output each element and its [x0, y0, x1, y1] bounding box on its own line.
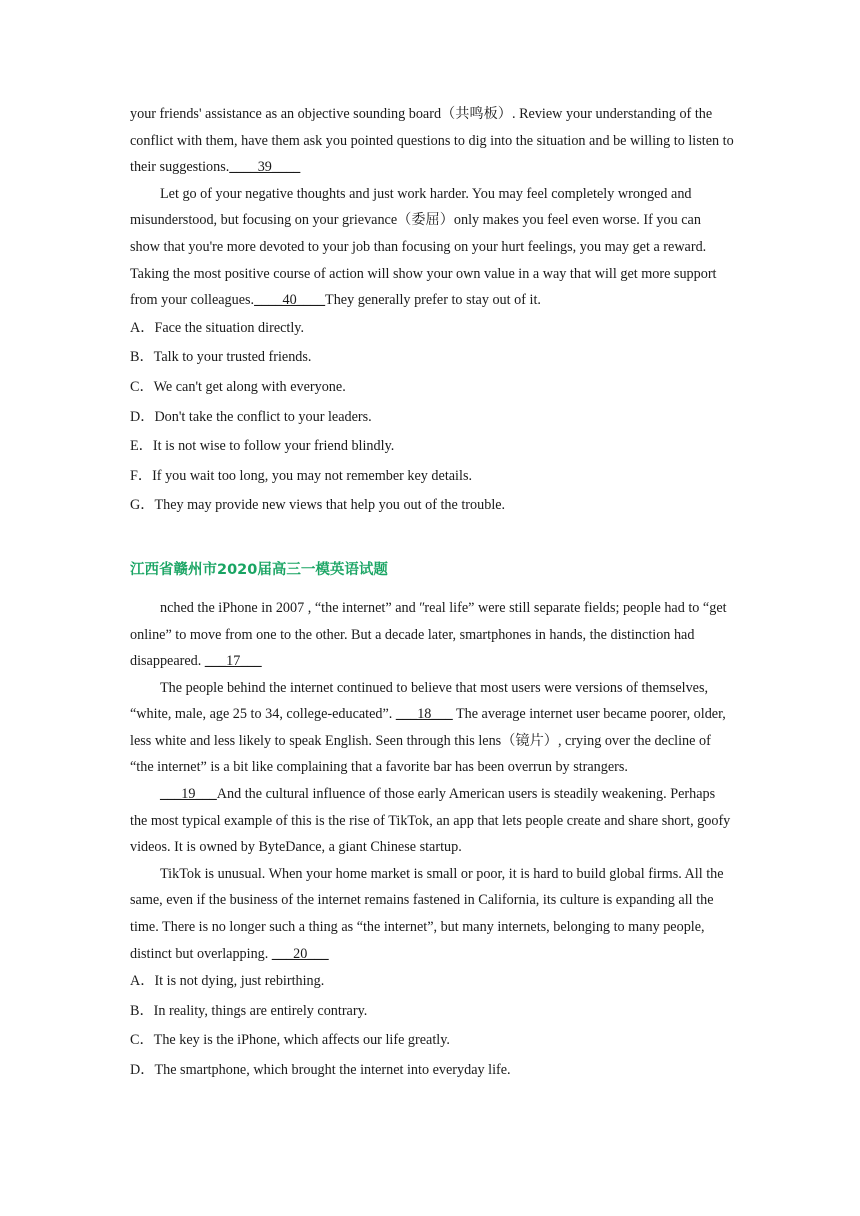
- paragraph-text: The people behind the internet continued to believe that most users were versions of themselves, “white, male, age 25 to 34, college-educated”.: [130, 679, 709, 723]
- option-text: Talk to your trusted friends.: [153, 349, 312, 366]
- paragraph: [130, 675, 734, 781]
- option-text: The smartphone, which brought the internet into everyday life.: [154, 1062, 511, 1078]
- option-item: [130, 432, 734, 462]
- answer-blank-18: ___18___: [395, 706, 453, 723]
- answer-blank-17: ___17___: [204, 653, 262, 670]
- option-text: Face the situation directly.: [154, 319, 305, 336]
- option-item: [130, 1056, 734, 1086]
- option-letter: E．: [130, 438, 153, 455]
- option-letter: D．: [130, 1062, 155, 1078]
- option-text: If you wait too long, you may not remember key details.: [152, 467, 473, 484]
- option-letter: D．: [130, 408, 155, 425]
- option-letter: A．: [130, 973, 155, 990]
- option-letter: B．: [130, 1002, 154, 1019]
- option-letter: G．: [130, 497, 155, 514]
- option-text: It is not wise to follow your friend blindly.: [152, 438, 395, 455]
- answer-blank-20: ___20___: [271, 945, 329, 962]
- paragraph-text: TikTok is unusual. When your home market is small or poor, it is hard to build global firms. All the same, even if the business of the internet remains fastened in California, its culture is expanding all the time. There is no longer such a thing as “the internet”, but many internets, belonging to many people, distinct but overlapping.: [130, 865, 724, 962]
- passage-1: [130, 101, 734, 521]
- option-letter: C．: [130, 378, 154, 395]
- option-text: It is not dying, just rebirthing.: [154, 973, 325, 990]
- option-item: [130, 997, 734, 1027]
- option-item: [130, 967, 734, 997]
- option-text: We can't get along with everyone.: [153, 378, 346, 395]
- option-text: They may provide new views that help you out of the trouble.: [154, 497, 506, 514]
- option-item: [130, 491, 734, 521]
- option-letter: B．: [130, 349, 154, 366]
- option-item: [130, 314, 734, 344]
- answer-blank-39: ____39____: [229, 159, 301, 176]
- paragraph-text: Let go of your negative thoughts and just work harder. You may feel completely wronged and misunderstood, but focusing on your grievance（委屈）only makes you feel even worse. If you can show that you're more devoted to your job than focusing on your hurt feelings, you may get a reward. Taking the most positive course of action will show your own value in a way that will get more support from your colleagues.: [130, 185, 717, 309]
- option-item: [130, 373, 734, 403]
- option-item: [130, 343, 734, 373]
- option-list: [130, 967, 734, 1085]
- option-item: [130, 403, 734, 433]
- section-heading: 江西省赣州市2020届高三一模英语试题: [130, 561, 388, 578]
- paragraph: [130, 101, 734, 181]
- option-item: [130, 462, 734, 492]
- option-text: Don't take the conflict to your leaders.: [154, 408, 372, 425]
- answer-blank-19: ___19___: [160, 786, 217, 803]
- paragraph-text: your friends' assistance as an objective sounding board（共鸣板）. Review your understanding of the conflict with them, have them ask you pointed questions to dig into the situation and be willing to listen to their suggestions.: [130, 106, 734, 176]
- paragraph-text: nched the iPhone in 2007 , “the internet” and ʺreal life” were still separate fields; people had to “get online” to move from one to the other. But a decade later, smartphones in hands, the distinction had disappeared.: [130, 599, 727, 670]
- paragraph-text: And the cultural influence of those early American users is steadily weakening. Perhaps the most typical example of this is the rise of TikTok, an app that lets people create and share short, goofy videos. It is owned by ByteDance, a giant Chinese startup.: [130, 786, 731, 856]
- passage-2: [130, 595, 734, 1086]
- paragraph-text: They generally prefer to stay out of it.: [325, 292, 541, 309]
- option-letter: A．: [130, 319, 155, 336]
- option-text: The key is the iPhone, which affects our life greatly.: [153, 1032, 450, 1049]
- paragraph: [130, 595, 734, 675]
- paragraph: [130, 781, 734, 861]
- option-letter: C．: [130, 1032, 154, 1049]
- paragraph-text: The average internet user became poorer, older, less white and less likely to speak English. Seen through this lens（镜片）, crying over the decline of “the internet” is a bit like complaining that a favorite bar has been overrun by strangers.: [130, 706, 726, 776]
- answer-blank-40: ____40____: [254, 292, 326, 309]
- option-list: [130, 314, 734, 521]
- option-text: In reality, things are entirely contrary.: [153, 1002, 368, 1019]
- option-letter: F．: [130, 467, 153, 484]
- option-item: [130, 1026, 734, 1056]
- paragraph: [130, 861, 734, 967]
- paragraph: [130, 181, 734, 314]
- page-content: [130, 101, 734, 1086]
